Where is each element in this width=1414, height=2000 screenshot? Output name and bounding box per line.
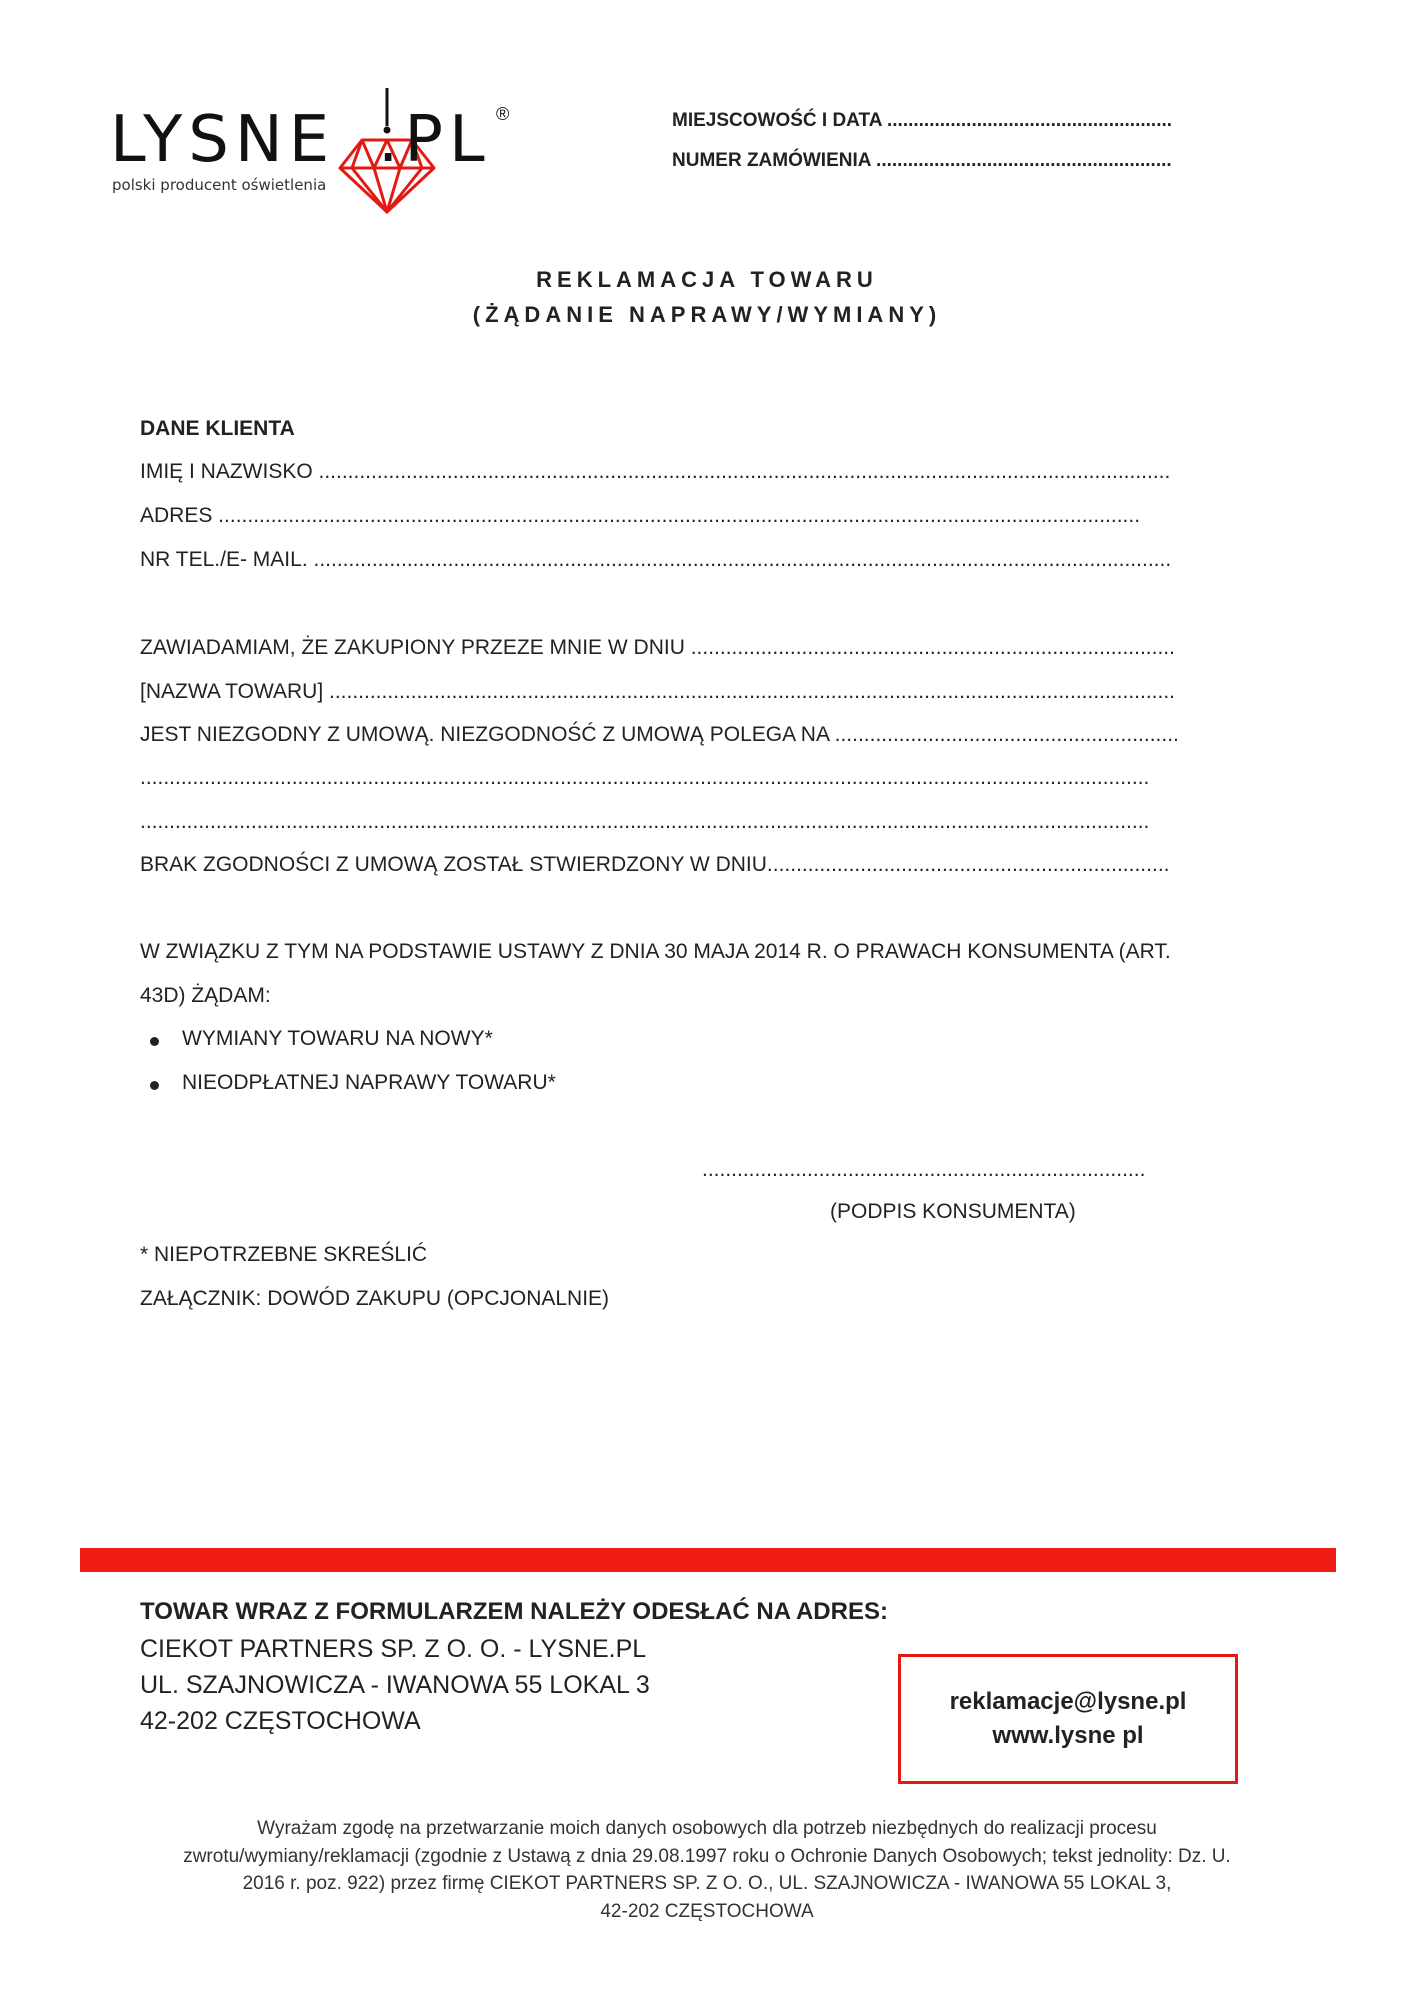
consent-line: 42-202 CZĘSTOCHOWA <box>600 1900 814 1922</box>
contact-website[interactable]: www.lysne pl <box>992 1722 1144 1749</box>
logo-tagline: polski producent oświetlenia <box>112 176 327 194</box>
shipping-street: UL. SZAJNOWICZA - IWANOWA 55 LOKAL 3 <box>140 1671 650 1699</box>
shipping-company: CIEKOT PARTNERS SP. Z O. O. - LYSNE.PL <box>140 1635 647 1663</box>
name-field[interactable]: IMIĘ I NAZWISKO .................................................................................................................................................. <box>140 460 1171 483</box>
address-field[interactable]: ADRES .............................................................................................................................................................. <box>140 504 1141 527</box>
signature-label: (PODPIS KONSUMENTA) <box>830 1200 1076 1223</box>
option-repair[interactable]: NIEODPŁATNEJ NAPRAWY TOWARU* <box>182 1071 556 1094</box>
consent-line: zwrotu/wymiany/reklamacji (zgodnie z Ustawą z dnia 29.08.1997 roku o Ochronie Danych Osobowych; tekst jednolity: Dz. U. <box>183 1845 1231 1867</box>
bullet-dot <box>150 1081 159 1090</box>
phone-email-field[interactable]: NR TEL./E- MAIL. ................................................................................................................................................... <box>140 548 1172 571</box>
form-title: REKLAMACJA TOWARU <box>536 267 878 292</box>
signature-line[interactable]: ............................................................................ <box>702 1158 1146 1181</box>
nonconformity-continuation-2[interactable]: ............................................................................................................................................................................. <box>140 810 1150 833</box>
nonconformity-field[interactable]: JEST NIEZGODNY Z UMOWĄ. NIEZGODNOŚĆ Z UMOWĄ POLEGA NA ........................................................... <box>140 723 1179 746</box>
location-date-field[interactable]: MIEJSCOWOŚĆ I DATA ...................................................... <box>672 110 1173 131</box>
data-consent <box>100 1815 1314 1925</box>
client-section-heading: DANE KLIENTA <box>140 417 295 440</box>
company-logo <box>110 88 530 228</box>
contact-email[interactable]: reklamacje@lysne.pl <box>949 1688 1187 1716</box>
shipping-heading: TOWAR WRAZ Z FORMULARZEM NALEŻY ODESŁAĆ NA ADRES: <box>140 1598 888 1625</box>
registered-mark: ® <box>496 104 510 124</box>
option-replacement[interactable]: WYMIANY TOWARU NA NOWY* <box>182 1027 493 1050</box>
order-number-field[interactable]: NUMER ZAMÓWIENIA ........................................................ <box>672 150 1172 171</box>
demand-label: 43D) ŻĄDAM: <box>140 984 271 1007</box>
shipping-city: 42-202 CZĘSTOCHOWA <box>140 1707 421 1735</box>
logo-brand-right: .PL <box>378 103 491 177</box>
purchase-date-field[interactable]: ZAWIADAMIAM, ŻE ZAKUPIONY PRZEZE MNIE W DNIU ................................................................................... <box>140 636 1175 659</box>
form-subtitle: (ŻĄDANIE NAPRAWY/WYMIANY) <box>472 302 942 327</box>
red-divider <box>80 1548 1336 1572</box>
logo-brand-left: LYSNE <box>110 103 336 177</box>
nonconformity-continuation-1[interactable]: ............................................................................................................................................................................. <box>140 766 1150 789</box>
contact-box <box>898 1654 1238 1784</box>
attachment-note: ZAŁĄCZNIK: DOWÓD ZAKUPU (OPCJONALNIE) <box>140 1287 610 1310</box>
legal-basis-text: W ZWIĄZKU Z TYM NA PODSTAWIE USTAWY Z DNIA 30 MAJA 2014 R. O PRAWACH KONSUMENTA (ART. <box>140 940 1171 963</box>
product-name-field[interactable]: [NAZWA TOWARU] ................................................................................................................................................. <box>140 680 1176 703</box>
consent-line: Wyrażam zgodę na przetwarzanie moich danych osobowych dla potrzeb niezbędnych do realizacji procesu <box>257 1818 1157 1839</box>
detection-date-field[interactable]: BRAK ZGODNOŚCI Z UMOWĄ ZOSTAŁ STWIERDZONY W DNIU..................................................................... <box>140 853 1170 876</box>
consent-line: 2016 r. poz. 922) przez firmę CIEKOT PARTNERS SP. Z O. O., UL. SZAJNOWICZA - IWANOWA 55 LOKAL 3, <box>242 1873 1172 1895</box>
strike-note: * NIEPOTRZEBNE SKREŚLIĆ <box>140 1243 428 1266</box>
bullet-dot <box>150 1037 159 1046</box>
